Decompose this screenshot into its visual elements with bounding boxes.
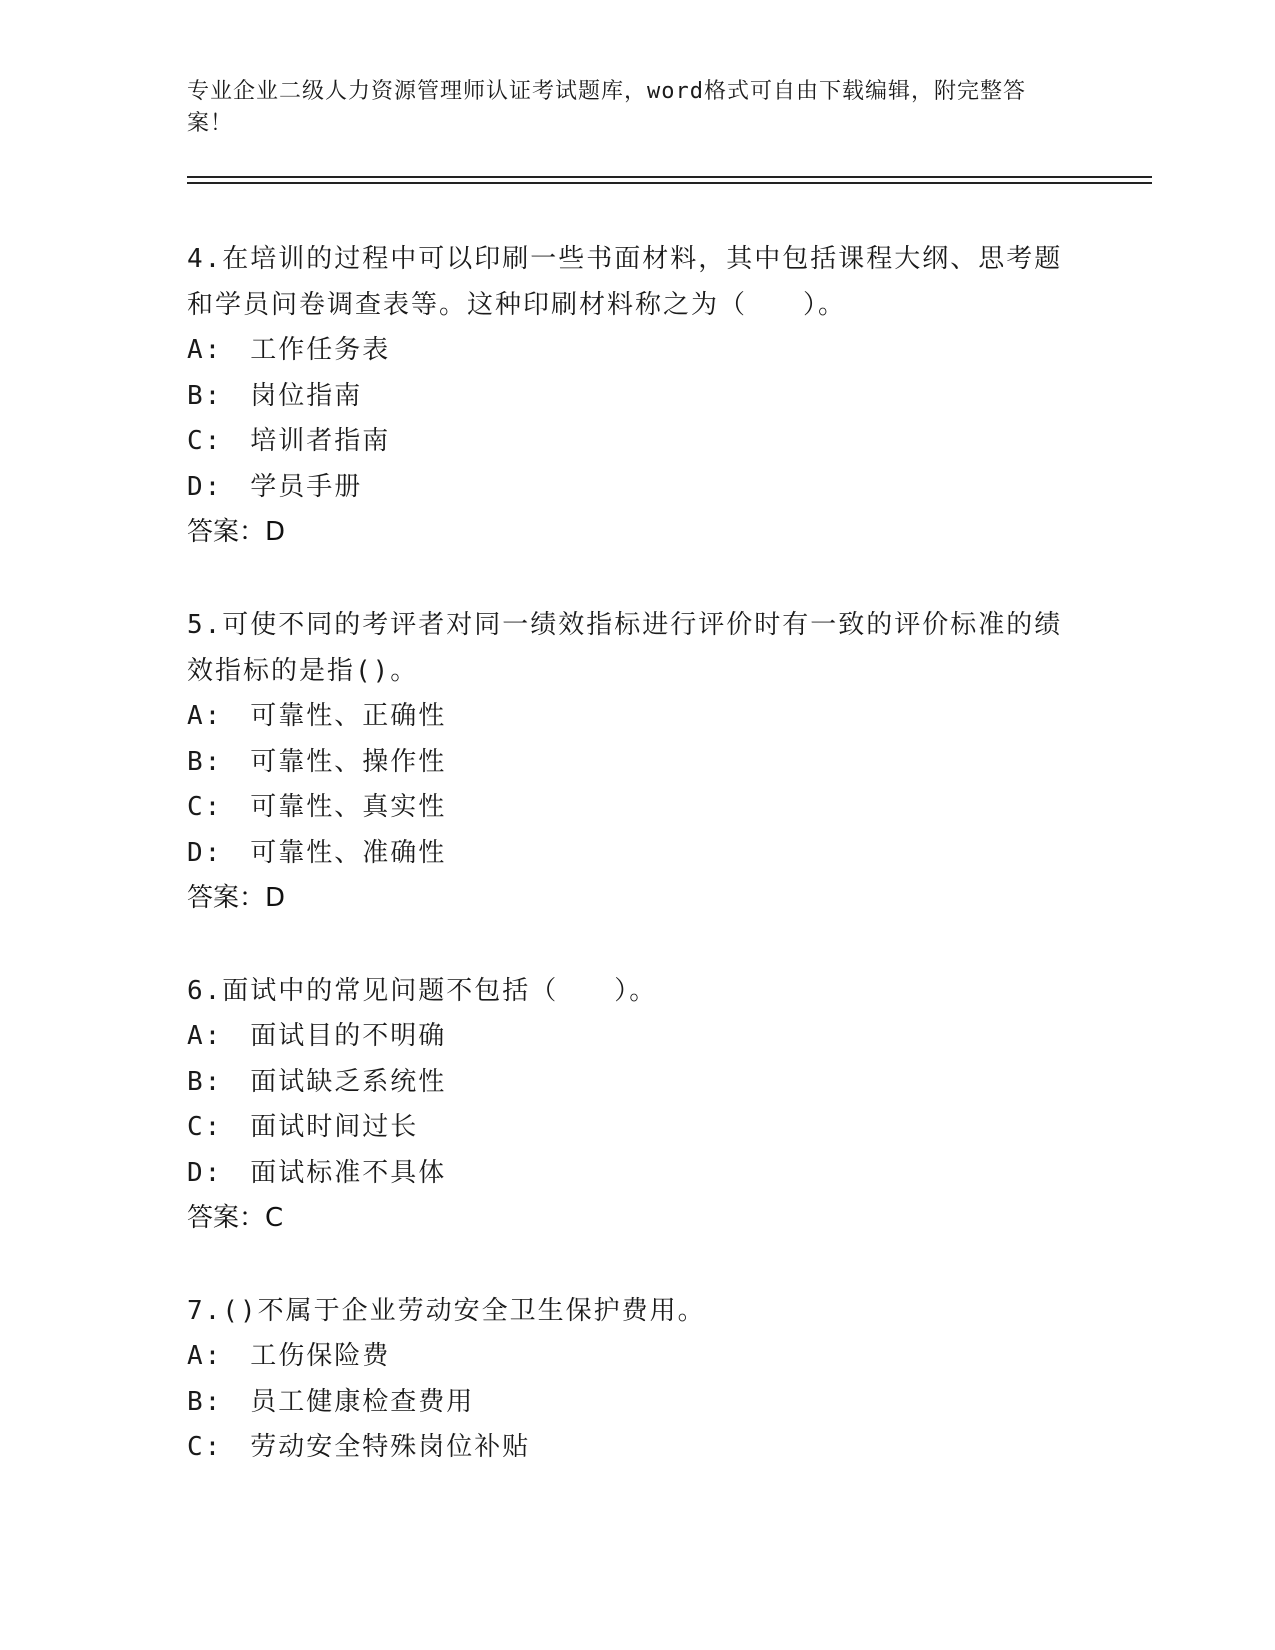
option-c: C: 面试时间过长 xyxy=(187,1112,419,1142)
question-stem: 6.面试中的常见问题不包括（ ）。 xyxy=(187,976,658,1006)
question-5 xyxy=(187,602,1087,921)
header-divider-second xyxy=(187,182,1152,184)
answer: 答案：D xyxy=(187,517,286,547)
option-c: C: 劳动安全特殊岗位补贴 xyxy=(187,1432,531,1462)
question-6 xyxy=(187,968,1087,1241)
option-b: B: 岗位指南 xyxy=(187,380,363,411)
option-a: A: 工伤保险费 xyxy=(187,1341,391,1371)
question-stem: 4.在培训的过程中可以印刷一些书面材料，其中包括课程大纲、思考题和学员问卷调查表等。这种印刷材料称之为（ ）。 xyxy=(187,244,1063,320)
question-7 xyxy=(187,1288,1087,1471)
document-header: 专业企业二级人力资源管理师认证考试题库，word格式可自由下载编辑，附完整答案！ xyxy=(187,79,1026,136)
option-a: A: 工作任务表 xyxy=(187,335,391,365)
question-list xyxy=(187,236,1087,1518)
option-b: B: 可靠性、操作性 xyxy=(187,746,447,777)
header-divider xyxy=(187,176,1152,178)
question-stem: 7.()不属于企业劳动安全卫生保护费用。 xyxy=(187,1296,706,1326)
answer: 答案：C xyxy=(187,1203,284,1233)
option-c: C: 培训者指南 xyxy=(187,426,391,456)
option-b: B: 面试缺乏系统性 xyxy=(187,1066,447,1097)
option-c: C: 可靠性、真实性 xyxy=(187,792,447,822)
option-d: D: 可靠性、准确性 xyxy=(187,837,447,868)
question-4 xyxy=(187,236,1087,555)
option-a: A: 可靠性、正确性 xyxy=(187,701,447,731)
question-stem: 5.可使不同的考评者对同一绩效指标进行评价时有一致的评价标准的绩效指标的是指()。 xyxy=(187,610,1063,686)
option-d: D: 面试标准不具体 xyxy=(187,1157,447,1188)
option-b: B: 员工健康检查费用 xyxy=(187,1386,475,1417)
option-a: A: 面试目的不明确 xyxy=(187,1021,447,1051)
answer: 答案：D xyxy=(187,883,286,913)
option-d: D: 学员手册 xyxy=(187,471,363,502)
